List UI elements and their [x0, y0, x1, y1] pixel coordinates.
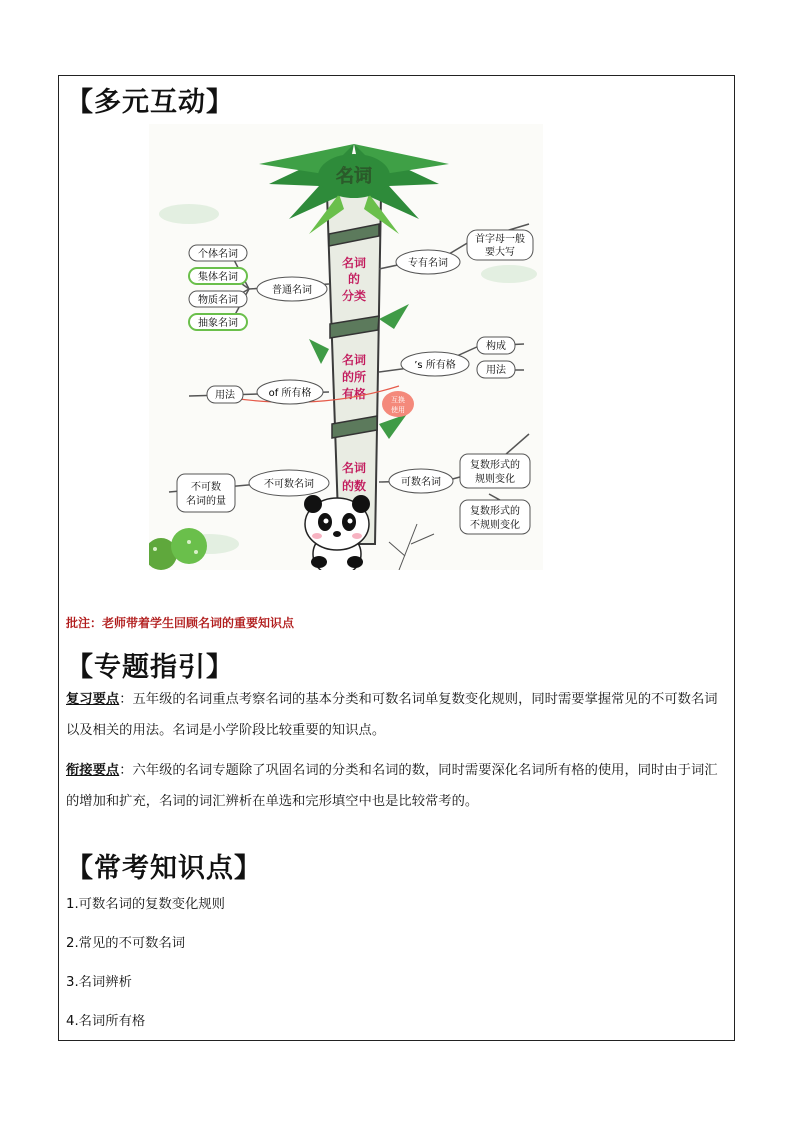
review-label: 复习要点: [66, 692, 120, 707]
common-item: 抽象名词: [198, 318, 238, 329]
trunk-label-possessive: 的所: [341, 370, 367, 384]
section-title-interaction: 【多元互动】: [66, 87, 234, 118]
plural-irregular-node: 复数形式的: [470, 506, 520, 517]
teacher-note: 批注：老师带着学生回顾名词的重要知识点: [66, 616, 295, 630]
section-title-guide: 【专题指引】: [66, 652, 234, 683]
exchange-label: 使用: [391, 406, 405, 414]
trunk-label-category: 的: [347, 272, 361, 286]
bridge-paragraph: [66, 755, 728, 817]
review-paragraph: [66, 684, 728, 746]
proper-noun-note: 首字母一般: [475, 234, 525, 245]
s-possessive-node: ’s 所有格: [414, 360, 456, 371]
knowledge-point: 3.名词辨析: [66, 975, 132, 990]
section-title-points: 【常考知识点】: [66, 853, 262, 884]
exchange-label: 互换: [391, 396, 405, 404]
uncountable-qty-node: 名词的量: [186, 496, 226, 507]
panda-icon: [304, 495, 370, 570]
of-possessive-node: of 所有格: [268, 388, 312, 399]
trunk-label-category: 名词: [341, 256, 367, 270]
common-item: 个体名词: [198, 249, 238, 260]
uncountable-node: 不可数名词: [264, 479, 314, 490]
bridge-text: ：六年级的名词专题除了巩固名词的分类和名词的数，同时需要深化名词所有格的使用，同时由于词汇的增加和扩充，名词的词汇辨析在单选和完形填空中也是比较常考的。: [66, 763, 718, 809]
plural-regular-node: 规则变化: [475, 474, 515, 485]
trunk-label-number: 名词: [341, 461, 367, 475]
knowledge-point: 1.可数名词的复数变化规则: [66, 897, 225, 912]
s-usage-node: 用法: [486, 365, 506, 376]
knowledge-point: 2.常见的不可数名词: [66, 936, 186, 951]
knowledge-point: 4.名词所有格: [66, 1014, 146, 1029]
common-item: 物质名词: [198, 295, 238, 306]
mindmap-root-label: 名词: [336, 166, 372, 187]
of-usage-node: 用法: [215, 390, 235, 401]
trunk-label-possessive: 名词: [341, 353, 367, 367]
proper-noun-note: 要大写: [485, 247, 515, 258]
common-item: 集体名词: [198, 272, 238, 283]
trunk-label-possessive: 有格: [341, 387, 367, 401]
uncountable-qty-node: 不可数: [191, 482, 221, 493]
plural-regular-node: 复数形式的: [470, 460, 520, 471]
bridge-label: 衔接要点: [66, 763, 120, 778]
noun-mindmap-illustration: [149, 124, 543, 570]
proper-noun-node: 专有名词: [408, 258, 448, 269]
common-noun-node: 普通名词: [272, 285, 312, 296]
plural-irregular-node: 不规则变化: [470, 520, 520, 531]
formation-node: 构成: [486, 341, 506, 352]
review-text: ：五年级的名词重点考察名词的基本分类和可数名词单复数变化规则，同时需要掌握常见的不可数名词以及相关的用法。名词是小学阶段比较重要的知识点。: [66, 692, 718, 738]
trunk-label-number: 的数: [341, 479, 367, 493]
countable-node: 可数名词: [401, 477, 441, 488]
trunk-label-category: 分类: [341, 289, 367, 303]
